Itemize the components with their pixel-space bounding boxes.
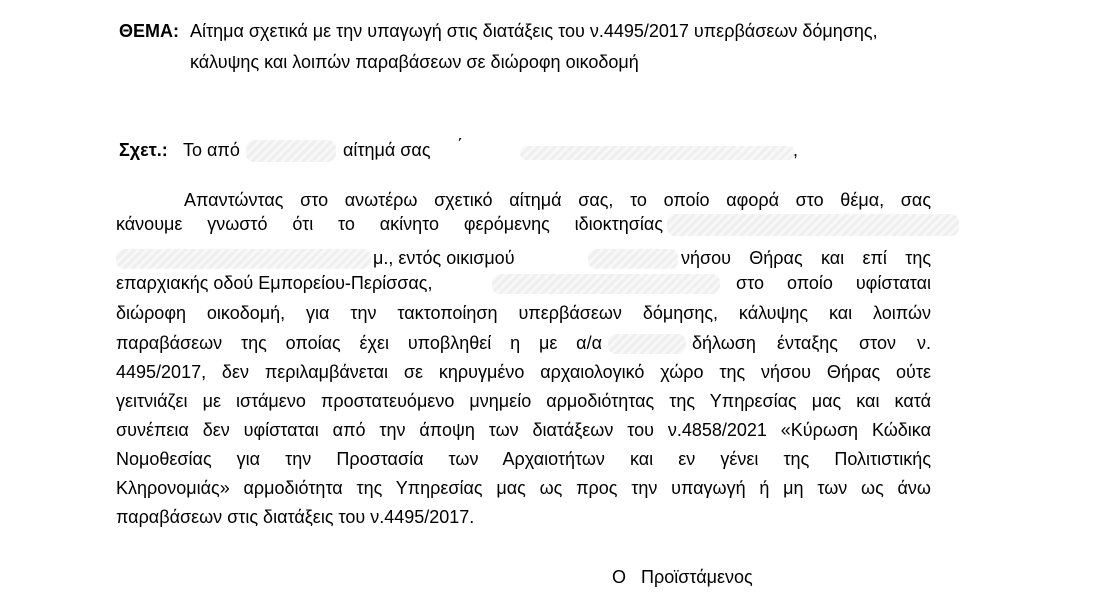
- redaction: [492, 274, 720, 294]
- body-line-4a: επαρχιακής οδού Εμπορείου-Περίσσας,: [116, 273, 433, 293]
- redaction: [588, 249, 678, 269]
- redaction: [246, 140, 336, 162]
- reference-text-after: αίτημά σας: [343, 140, 431, 160]
- reference-mark: ΄: [457, 136, 463, 156]
- reference-text-before: Το από: [183, 140, 240, 160]
- body-line-5: διώροφη οικοδομή, για την τακτοποίηση υπερβάσεων δόμησης, κάλυψης και λοιπών: [116, 303, 931, 323]
- signature-title: Ο Προϊστάμενος: [612, 567, 753, 587]
- body-line-3: μ., εντός οικισμού: [373, 248, 515, 268]
- redaction: [667, 214, 959, 236]
- body-line-10: Νομοθεσίας για την Προστασία των Αρχαιοτήτων και εν γένει της Πολιτιστικής: [116, 449, 931, 469]
- reference-mark-end: ,: [793, 140, 799, 160]
- reference-label: Σχετ.:: [119, 140, 168, 160]
- body-line-9: συνέπεια δεν υφίσταται από την άποψη των διατάξεων του ν.4858/2021 «Κύρωση Κώδικα: [116, 420, 931, 440]
- body-line-7: 4495/2017, δεν περιλαμβάνεται σε κηρυγμένο αρχαιολογικό χώρο της νήσου Θήρας ούτε: [116, 362, 931, 382]
- body-line-6a: παραβάσεων της οποίας έχει υποβληθεί η με α/α: [116, 333, 602, 353]
- body-line-11: Κληρονομιάς» αρμοδιότητα της Υπηρεσίας μας ως προς την υπαγωγή ή μη των ως άνω: [116, 478, 931, 498]
- body-line-8: γειτνιάζει με ιστάμενο προστατευόμενο μνημείο αρμοδιότητας της Υπηρεσίας μας και κατά: [116, 391, 931, 411]
- subject-line-2: κάλυψης και λοιπών παραβάσεων σε διώροφη οικοδομή: [190, 52, 639, 72]
- body-line-3b: νήσου Θήρας και επί της: [681, 248, 931, 268]
- subject-line-1: Αίτημα σχετικά με την υπαγωγή στις διατάξεις του ν.4495/2017 υπερβάσεων δόμησης,: [190, 21, 878, 41]
- redaction: [520, 146, 795, 160]
- redaction: [608, 334, 686, 354]
- body-line-12: παραβάσεων στις διατάξεις του ν.4495/2017.: [116, 507, 475, 527]
- body-line-4b: στο οποίο υφίσταται: [736, 273, 931, 293]
- body-line-2: κάνουμε γνωστό ότι το ακίνητο φερόμενης ιδιοκτησίας: [116, 214, 663, 234]
- body-line-1: Απαντώντας στο ανωτέρω σχετικό αίτημά σας, το οποίο αφορά στο θέμα, σας: [184, 190, 931, 210]
- redaction: [116, 249, 371, 269]
- body-line-6b: δήλωση ένταξης στον ν.: [692, 333, 931, 353]
- subject-label: ΘΕΜΑ:: [119, 21, 179, 41]
